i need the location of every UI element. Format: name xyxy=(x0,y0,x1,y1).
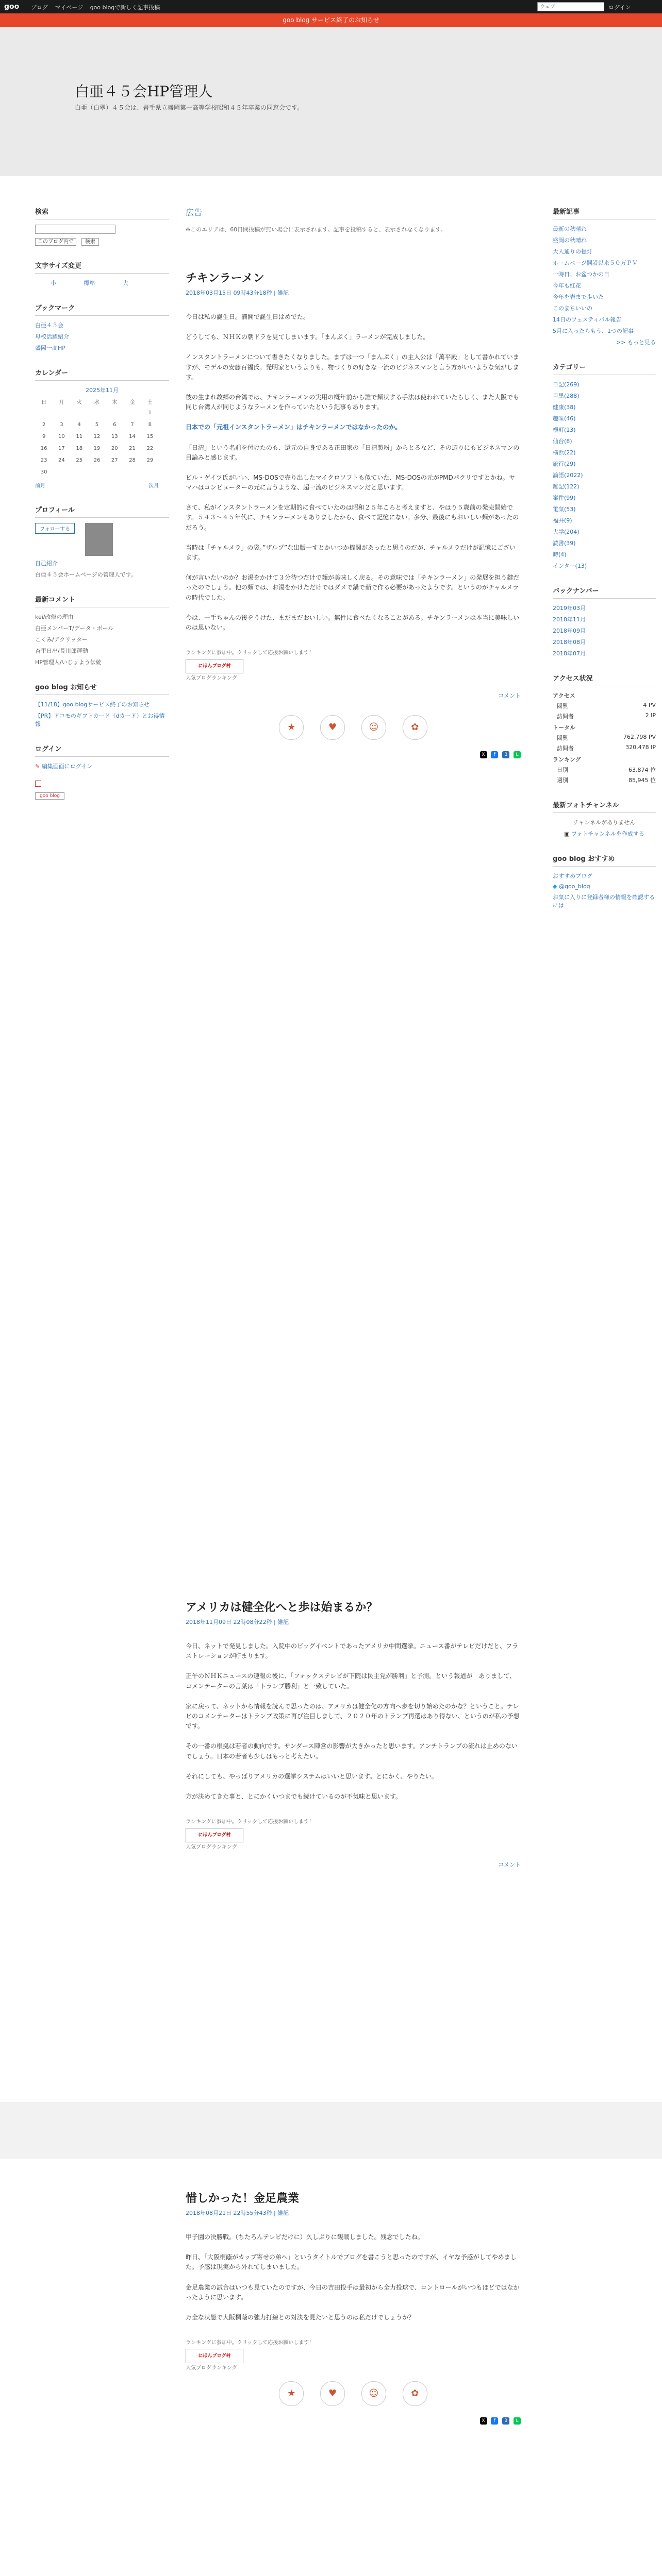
total-title: トータル xyxy=(553,724,575,731)
goo-news-title: goo blog お知らせ xyxy=(35,682,169,695)
textsize-widget-title: 文字サイズ変更 xyxy=(35,260,169,274)
calendar-day[interactable]: 29 xyxy=(146,457,154,463)
stat-row xyxy=(557,734,656,742)
ranking-label: ランキングに参加中。クリックして応援お願いします！ xyxy=(186,1819,315,1825)
calendar-day[interactable]: 13 xyxy=(111,434,118,439)
profile-widget-title: プロフィール xyxy=(35,504,169,518)
post-paragraph: 金足農業の試合はいつも見ていたのですが、今日の吉田投手は最初から全力投球で、コントロールがいつもほどではなかったように思います。 xyxy=(186,2283,520,2301)
post-paragraph: 当時は「チャルメラ」の袋。”ザルプ”な出版一すとかいつか機関があったと思うのだが、チャルメラだけが記憶にございます。 xyxy=(186,544,516,561)
category-link[interactable]: 雑記(122) xyxy=(553,483,580,490)
follow-button[interactable]: フォローする xyxy=(35,523,75,534)
calendar-day[interactable]: 18 xyxy=(76,446,83,451)
calendar-weekday: 水 xyxy=(94,400,100,405)
calendar-day[interactable]: 1 xyxy=(148,410,152,416)
top-bar xyxy=(0,0,662,13)
recent-comment-item[interactable]: 白亜メンバーT/データ・ボール xyxy=(35,625,114,632)
top-links xyxy=(31,3,165,11)
ad-link[interactable]: 広告 xyxy=(186,208,203,217)
flower-icon[interactable]: ✿ xyxy=(403,715,427,740)
blog-post xyxy=(186,269,521,1496)
recent-post-link[interactable]: 今年を岩まで歩いた xyxy=(553,294,604,300)
ranking-sub[interactable]: 人気ブログランキング xyxy=(186,1844,237,1851)
recent-post-link[interactable]: 大人通りの提灯 xyxy=(553,248,592,255)
calendar-day[interactable]: 9 xyxy=(42,434,46,439)
stat-label: 週別 xyxy=(557,777,568,784)
category-link[interactable]: インター(13) xyxy=(553,563,587,569)
reaction-buttons xyxy=(186,715,521,740)
calendar-weekday: 金 xyxy=(129,400,135,405)
calendar-day[interactable] xyxy=(123,466,141,478)
calendar-day[interactable]: 2 xyxy=(42,422,46,428)
backnumber-widget xyxy=(553,585,656,657)
facebook-share-icon[interactable]: f xyxy=(491,751,498,758)
calendar-weekday: 木 xyxy=(112,400,118,405)
top-link-blog[interactable]: ブログ xyxy=(31,4,48,11)
calendar-day[interactable]: 23 xyxy=(40,457,47,463)
calendar-day[interactable]: 24 xyxy=(58,457,65,463)
post-date[interactable]: 2018年08月21日 22時55分43秒 | 雑記 xyxy=(186,2210,289,2216)
x-share-icon[interactable]: X xyxy=(480,2417,487,2425)
category-link[interactable]: 大学(204) xyxy=(553,529,580,535)
ranking-sub[interactable]: 人気ブログランキング xyxy=(186,2365,237,2371)
post-paragraph: 彼の生まれ故郷の台湾では、チキンラーメンの実用の概年前から誰で麺状する手法は使われていたらしく、また大阪でも同じ台湾人が同じようなラーメンを作っていたという記事もあります。 xyxy=(186,393,520,411)
post-paragraph: 方が決めてきた事と、とにかくいつまでも続けているのが不気味と思います。 xyxy=(186,1792,402,1800)
blog-village-badge[interactable]: にほんブログ村 xyxy=(186,2349,243,2363)
category-link[interactable]: 健康(38) xyxy=(553,404,576,411)
post-paragraph: 今日、ネットで発見しました。入院中のビッグイベントであったアメリカ中間選挙。ニュース番がテレビだけだと、フラストレーションが貯まります。 xyxy=(186,1642,519,1660)
avatar xyxy=(85,523,113,556)
x-share-icon[interactable]: X xyxy=(480,751,487,758)
recent-post-link[interactable]: このまちいいの xyxy=(553,305,592,312)
calendar-day[interactable]: 8 xyxy=(148,422,152,428)
star-icon[interactable]: ★ xyxy=(279,2381,304,2406)
stat-label: 閲覧 xyxy=(557,703,568,709)
access-sub: アクセス xyxy=(553,692,575,699)
calendar-day[interactable] xyxy=(141,466,159,478)
post-date[interactable]: 2018年11月09日 22時08分22秒 | 雑記 xyxy=(186,1619,289,1625)
post-paragraph: 正午のＮＨＫニュースの速報の後に、「フォックステレビが下院は民主党が勝利」と予測。という報道が ありまして、コメンテーターの言葉は「トランプ勝利」と一致していた。 xyxy=(186,1672,516,1690)
calendar-table xyxy=(35,396,159,478)
profile-widget xyxy=(35,504,169,579)
stat-row xyxy=(557,744,656,752)
calendar-day[interactable]: 26 xyxy=(93,457,101,463)
ranking-block xyxy=(186,2338,521,2371)
calendar-day[interactable] xyxy=(71,407,88,419)
post-paragraph: 日本での「元祖インスタントラーメン」はチキンラーメンではなかったのか。 xyxy=(186,423,402,431)
flower-icon[interactable]: ✿ xyxy=(403,2381,427,2406)
osusume-title: goo blog おすすめ xyxy=(553,853,656,867)
calendar-day[interactable]: 27 xyxy=(111,457,118,463)
favorites-info-link[interactable]: お気に入りに登録者様の情報を確認するには xyxy=(553,894,655,909)
recent-post-link[interactable]: 最新の秋晴れ xyxy=(553,226,587,232)
calendar-week xyxy=(35,431,159,443)
camera-icon: ▣ xyxy=(564,831,570,837)
calendar-day[interactable] xyxy=(53,407,70,419)
rss-icon[interactable] xyxy=(35,781,41,787)
backnumber-link[interactable]: 2018年08月 xyxy=(553,639,586,646)
heart-icon[interactable]: ♥ xyxy=(320,2381,345,2406)
blog-header xyxy=(0,27,662,176)
profile-link[interactable]: 自己紹介 xyxy=(35,560,58,567)
ranking-sub[interactable]: 人気ブログランキング xyxy=(186,675,237,682)
category-widget xyxy=(553,362,656,570)
recent-comments-widget xyxy=(35,594,169,666)
photo-channel-empty: チャンネルがありません xyxy=(573,819,636,826)
recent-post-link[interactable]: ホームページ開設以来５０万ＰＶ xyxy=(553,260,638,266)
top-link-post[interactable]: goo blogで新しく記事投稿 xyxy=(90,4,160,11)
create-photo-channel-link[interactable]: フォトチャンネルを作成する xyxy=(571,831,644,837)
recent-comment-item[interactable]: kei/改修の理由 xyxy=(35,614,74,620)
recent-posts-widget xyxy=(553,206,656,346)
category-title: カテゴリー xyxy=(553,362,656,375)
pencil-icon: ✎ xyxy=(35,763,40,770)
post-paragraph: 甲子園の決勝戦。（ちたろんテレビだけに）久しぶりに観戦しました。残念でしたね。 xyxy=(186,2233,424,2241)
post-paragraph: 家に戻って、ネットから情報を読んで思ったのは、アメリカは健全化の方向へ歩を切り始めたのかな？ということ。テレビのコメンテーターはトランプ政策に再び注目しまして、２０２０年のトランプ再選はあり得ない、というのが私の予想です。 xyxy=(186,1702,520,1730)
post-paragraph: 昨日、「大阪桐蔭がカップ寄せの弟へ」というタイトルでブログを書こうと思ったのですが、イヤな予感がしてやめました。予感は現実から外れてしまいました。 xyxy=(186,2253,517,2271)
bookmark-link[interactable]: 母校活躍紹介 xyxy=(35,333,69,340)
category-link[interactable]: 電気(53) xyxy=(553,506,576,513)
recent-comment-item[interactable]: 杏里日出/長川郎運動 xyxy=(35,648,88,654)
stat-label: 日別 xyxy=(557,767,568,773)
share-buttons xyxy=(186,750,521,758)
calendar-week xyxy=(35,407,159,419)
calendar-weekday: 火 xyxy=(76,400,82,405)
top-search-input[interactable] xyxy=(537,2,604,11)
recent-comment-item[interactable]: HP管理人/いじょよう伝統 xyxy=(35,659,102,666)
stat-value: 762,798 PV xyxy=(623,734,656,740)
access-title: アクセス状況 xyxy=(553,673,656,686)
post-paragraph: 今は、一手ちゃんの後をうけた、まだまだおいしい。無性に食べたくなることがある。チキンラーメンは本当に美味しいのは思いない。 xyxy=(186,614,520,631)
ranking-block xyxy=(186,648,521,681)
blog-search-input[interactable] xyxy=(35,225,115,234)
service-notice-banner[interactable]: goo blog サービス終了のお知らせ xyxy=(0,13,662,27)
goo-news-item[interactable]: 【11/18】goo blogサービス終了のお知らせ xyxy=(35,701,150,708)
recent-post-link[interactable]: 盛岡の秋晴れ xyxy=(553,237,587,244)
osusume-link[interactable]: おすすめブログ xyxy=(553,873,593,879)
calendar-day[interactable] xyxy=(53,466,70,478)
calendar-day[interactable]: 7 xyxy=(130,422,134,428)
post-body xyxy=(186,312,521,633)
stat-value: 4 PV xyxy=(643,702,656,708)
post-body xyxy=(186,1641,521,1802)
stat-row xyxy=(557,702,656,710)
post-paragraph: どうしても、ＮＨＫの朝ドラを見てしまいます。「まんぷく」ラーメンが完成しました。 xyxy=(186,333,429,341)
osusume-widget xyxy=(553,853,656,909)
star-icon[interactable]: ★ xyxy=(279,715,304,740)
calendar-day[interactable]: 10 xyxy=(58,434,65,439)
blog-village-badge[interactable]: にほんブログ村 xyxy=(186,1828,243,1842)
calendar-day[interactable] xyxy=(71,466,88,478)
calendar-weekday: 月 xyxy=(59,400,64,405)
top-login-link[interactable]: ログイン xyxy=(608,4,631,11)
post-paragraph: 何が言いたいのか？お湯をかけて３分待つだけで麺が美味しく戻る。その意味では「チキンラーメン」の発展を担う鍵だったのでしょう。他の麺では、お湯をかけただけではダメで鍋で茹で作る必要があったようです。というのがチャルメラの時代でした。 xyxy=(186,574,520,601)
ad-note: ※このエリアは、60日間投稿が無い場合に表示されます。記事を投稿すると、表示されなくなります。 xyxy=(186,226,446,233)
calendar-widget-title: カレンダー xyxy=(35,367,169,381)
calendar-week xyxy=(35,419,159,431)
heart-icon[interactable]: ♥ xyxy=(320,715,345,740)
recent-posts-title: 最新記事 xyxy=(553,206,656,219)
blog-village-badge[interactable]: にほんブログ村 xyxy=(186,659,243,673)
calendar-week xyxy=(35,466,159,478)
post-paragraph: 万全な状態で大阪桐蔭の強力打線との対決を見たいと思うのは私だけでしょうか？ xyxy=(186,2313,415,2321)
backnumber-link[interactable]: 2019年03月 xyxy=(553,605,586,612)
stat-value: 2 IP xyxy=(645,712,656,719)
calendar-widget xyxy=(35,367,169,489)
calendar-day[interactable]: 25 xyxy=(76,457,83,463)
stat-label: 訪問者 xyxy=(557,713,574,720)
goo-logo[interactable]: goo xyxy=(4,3,20,11)
calendar-day[interactable] xyxy=(106,407,123,419)
stat-label: 閲覧 xyxy=(557,735,568,741)
search-scope-select[interactable]: このブログ内で xyxy=(35,238,76,246)
calendar-day[interactable]: 20 xyxy=(111,446,118,451)
calendar-day[interactable]: 14 xyxy=(129,434,136,439)
calendar-weekday: 日 xyxy=(41,400,47,405)
backnumber-title: バックナンバー xyxy=(553,585,656,599)
backnumber-link[interactable]: 2018年07月 xyxy=(553,650,586,657)
post-body xyxy=(186,2232,521,2323)
category-link[interactable]: 旅行(29) xyxy=(553,461,576,467)
category-link[interactable]: 案件(99) xyxy=(553,495,576,501)
goo-news-widget xyxy=(35,682,169,728)
stat-row xyxy=(557,712,656,720)
post-title[interactable]: アメリカは健全化へと歩は始まるか？ xyxy=(186,1601,378,1614)
post-paragraph: それにしても、やっぱりアメリカの選挙システムはいいと思います。とにかく、やりたい。 xyxy=(186,1772,438,1780)
calendar-week xyxy=(35,443,159,454)
search-button[interactable]: 検索 xyxy=(81,238,99,246)
calendar-body xyxy=(35,407,159,478)
line-share-icon[interactable]: L xyxy=(514,2417,521,2425)
category-link[interactable]: 福井(9) xyxy=(553,517,572,524)
left-sidebar xyxy=(35,206,169,815)
calendar-day[interactable] xyxy=(123,407,141,419)
more-posts-link[interactable]: >> もっと見る xyxy=(616,339,656,346)
textsize-large[interactable]: 大 xyxy=(123,280,128,286)
stat-row xyxy=(557,766,656,774)
calendar-day[interactable]: 5 xyxy=(95,422,99,428)
right-sidebar xyxy=(553,206,656,925)
login-link[interactable]: 編集画面にログイン xyxy=(41,763,93,770)
post-title[interactable]: 惜しかった！金足農業 xyxy=(186,2192,300,2205)
textsize-widget xyxy=(35,260,169,287)
main-content-lower xyxy=(186,2190,521,2576)
login-widget xyxy=(35,743,169,800)
backnumber-link[interactable]: 2018年11月 xyxy=(553,616,586,623)
comment-link[interactable]: コメント xyxy=(498,1861,521,1869)
ranking-block xyxy=(186,1817,521,1850)
main-content xyxy=(186,206,521,2268)
post-title[interactable]: チキンラーメン xyxy=(186,272,264,285)
calendar-day[interactable]: 11 xyxy=(76,434,83,439)
profile-text: 白亜４５会ホームページの管理人です。 xyxy=(35,571,137,578)
stat-value: 320,478 IP xyxy=(625,744,656,751)
calendar-day[interactable]: 6 xyxy=(113,422,117,428)
smile-icon[interactable]: ☺ xyxy=(361,2381,386,2406)
twitter-link[interactable]: @goo_blog xyxy=(558,883,590,890)
post-paragraph: その一番の根拠は若者の動向です。サンダース陣営の影響が大きかったと思います。アンチトランプの流れは止めのないでしょう。日本の若者も少しはもっと考えたい。 xyxy=(186,1742,518,1760)
line-share-icon[interactable]: L xyxy=(514,751,521,758)
blog-title[interactable]: 白亜４５会HP管理人 xyxy=(75,83,213,100)
ranking-label: ランキングに参加中。クリックして応援お願いします！ xyxy=(186,2340,315,2346)
textsize-small[interactable]: 小 xyxy=(51,280,56,286)
ranking-label: ランキングに参加中。クリックして応援お願いします！ xyxy=(186,650,315,656)
calendar-day[interactable]: 15 xyxy=(146,434,154,439)
category-link[interactable]: 横浜(22) xyxy=(553,449,576,456)
category-link[interactable]: 時(4) xyxy=(553,551,567,558)
comment-link[interactable]: コメント xyxy=(498,692,521,700)
calendar-day[interactable]: 22 xyxy=(146,446,154,451)
smile-icon[interactable]: ☺ xyxy=(361,715,386,740)
calendar-day[interactable]: 4 xyxy=(77,422,81,428)
calendar-month: 2025年11月 xyxy=(86,387,119,394)
calendar-day[interactable] xyxy=(106,466,123,478)
calendar-day[interactable]: 30 xyxy=(40,469,47,475)
category-link[interactable]: 日記(269) xyxy=(553,381,580,388)
top-link-mypage[interactable]: マイページ xyxy=(55,4,84,11)
recent-post-link[interactable]: 今年も紅花 xyxy=(553,282,581,289)
search-widget-title: 検索 xyxy=(35,206,169,219)
photo-channel-widget xyxy=(553,800,656,838)
calendar-day[interactable]: 19 xyxy=(93,446,101,451)
post-date[interactable]: 2018年03月15日 09時43分18秒 | 雑記 xyxy=(186,290,289,296)
share-buttons xyxy=(186,2416,521,2425)
stat-value: 63,874 位 xyxy=(628,767,656,773)
bird-icon: ◆ xyxy=(553,883,557,890)
calendar-week xyxy=(35,454,159,466)
hatena-share-icon[interactable]: B xyxy=(502,751,509,758)
stat-label: 訪問者 xyxy=(557,745,574,752)
blog-post xyxy=(186,1599,521,2268)
calendar-day[interactable]: 28 xyxy=(129,457,136,463)
hatena-share-icon[interactable]: B xyxy=(502,2417,509,2425)
login-widget-title: ログイン xyxy=(35,743,169,757)
post-paragraph: 「日清」という名前を付けたのも、還元の自身である正田家の「日清製粉」からとるなど、その辺りにもビジネスマンの目論みと感じます。 xyxy=(186,444,520,461)
calendar-day[interactable]: 3 xyxy=(60,422,63,428)
calendar-next-link[interactable]: 次月 xyxy=(148,483,159,489)
post-paragraph: さて、私がインスタントラーメンを定期的に食べていたのは昭和２５年ころと考えますと、やはり５歳前の発売開始です。５４３～４５年代に、チキンラーメンもありましたから、食べて記憶にない。多分、最後にもおいしい麺があったのだろう。 xyxy=(186,504,519,531)
bookmark-link[interactable]: 盛岡一高HP xyxy=(35,345,65,351)
calendar-day[interactable]: 12 xyxy=(93,434,101,439)
recent-comments-title: 最新コメント xyxy=(35,594,169,607)
category-link[interactable]: 横町(13) xyxy=(553,427,576,433)
ranking-title: ランキング xyxy=(553,756,581,763)
goo-blog-badge[interactable]: goo blog xyxy=(35,792,64,800)
recent-comment-item[interactable]: こくみ/アクリッター xyxy=(35,636,88,643)
calendar-day[interactable]: 17 xyxy=(58,446,65,451)
calendar-day[interactable]: 21 xyxy=(129,446,136,451)
calendar-day[interactable] xyxy=(35,407,53,419)
bookmark-link[interactable]: 白亜４５会 xyxy=(35,322,63,329)
recent-post-link[interactable]: 一時日、お盆つかの日 xyxy=(553,271,609,278)
access-widget xyxy=(553,673,656,784)
post-paragraph: ビル・ゲイツ氏がいい、MS-DOSで売り出したマイクロソフトも似ていた、MS-DOSの元がPMDパクリですとかね。ヤマハはコンピューターの元に言うような、超一流のビジネスマンだと思います。 xyxy=(186,473,515,492)
category-link[interactable]: 論語(2022) xyxy=(553,472,583,479)
goo-news-item[interactable]: 【PR】ドコモのギフトカード（dカード）とお得情報 xyxy=(35,713,165,727)
calendar-day[interactable]: 16 xyxy=(40,446,47,451)
category-link[interactable]: 仙台(8) xyxy=(553,438,572,445)
post-paragraph: 今日は私の誕生日。満開で誕生日はめでた。 xyxy=(186,313,310,320)
recent-post-link[interactable]: 14日のフェスティバル報告 xyxy=(553,316,622,323)
bookmark-widget-title: ブックマーク xyxy=(35,302,169,316)
reaction-buttons xyxy=(186,2381,521,2406)
post-paragraph: インスタントラーメンについて書きたくなりました。まずは一つ「まんぷく」の主人公は「萬平殿」として書かれていますが、モデルの安藤百福氏。発明家というよりも、物づくりの好きな一流のビジネスマンと言う方がいいような気がします。 xyxy=(186,353,519,381)
calendar-weekday: 土 xyxy=(147,400,153,405)
category-link[interactable]: 趣味(46) xyxy=(553,415,576,422)
stat-row xyxy=(557,776,656,784)
calendar-day[interactable] xyxy=(88,407,106,419)
calendar-day[interactable] xyxy=(88,466,106,478)
category-link[interactable]: 目黒(288) xyxy=(553,393,580,399)
backnumber-link[interactable]: 2018年09月 xyxy=(553,628,586,634)
blog-post xyxy=(186,2190,521,2576)
textsize-normal[interactable]: 標準 xyxy=(84,280,95,286)
calendar-prev-link[interactable]: 前月 xyxy=(35,483,45,489)
search-widget xyxy=(35,206,169,245)
facebook-share-icon[interactable]: f xyxy=(491,2417,498,2425)
stat-value: 85,945 位 xyxy=(628,777,656,784)
photo-channel-title: 最新フォトチャンネル xyxy=(553,800,656,813)
category-link[interactable]: 読書(39) xyxy=(553,540,576,547)
post-separator xyxy=(0,2102,662,2159)
blog-description: 白亜（白翠）４５会は、岩手県立盛岡第一高等学校昭和４５年卒業の同窓会です。 xyxy=(75,104,304,111)
recent-post-link[interactable]: 5月に入ったらもう、1つの記事 xyxy=(553,328,634,334)
bookmark-widget xyxy=(35,302,169,352)
